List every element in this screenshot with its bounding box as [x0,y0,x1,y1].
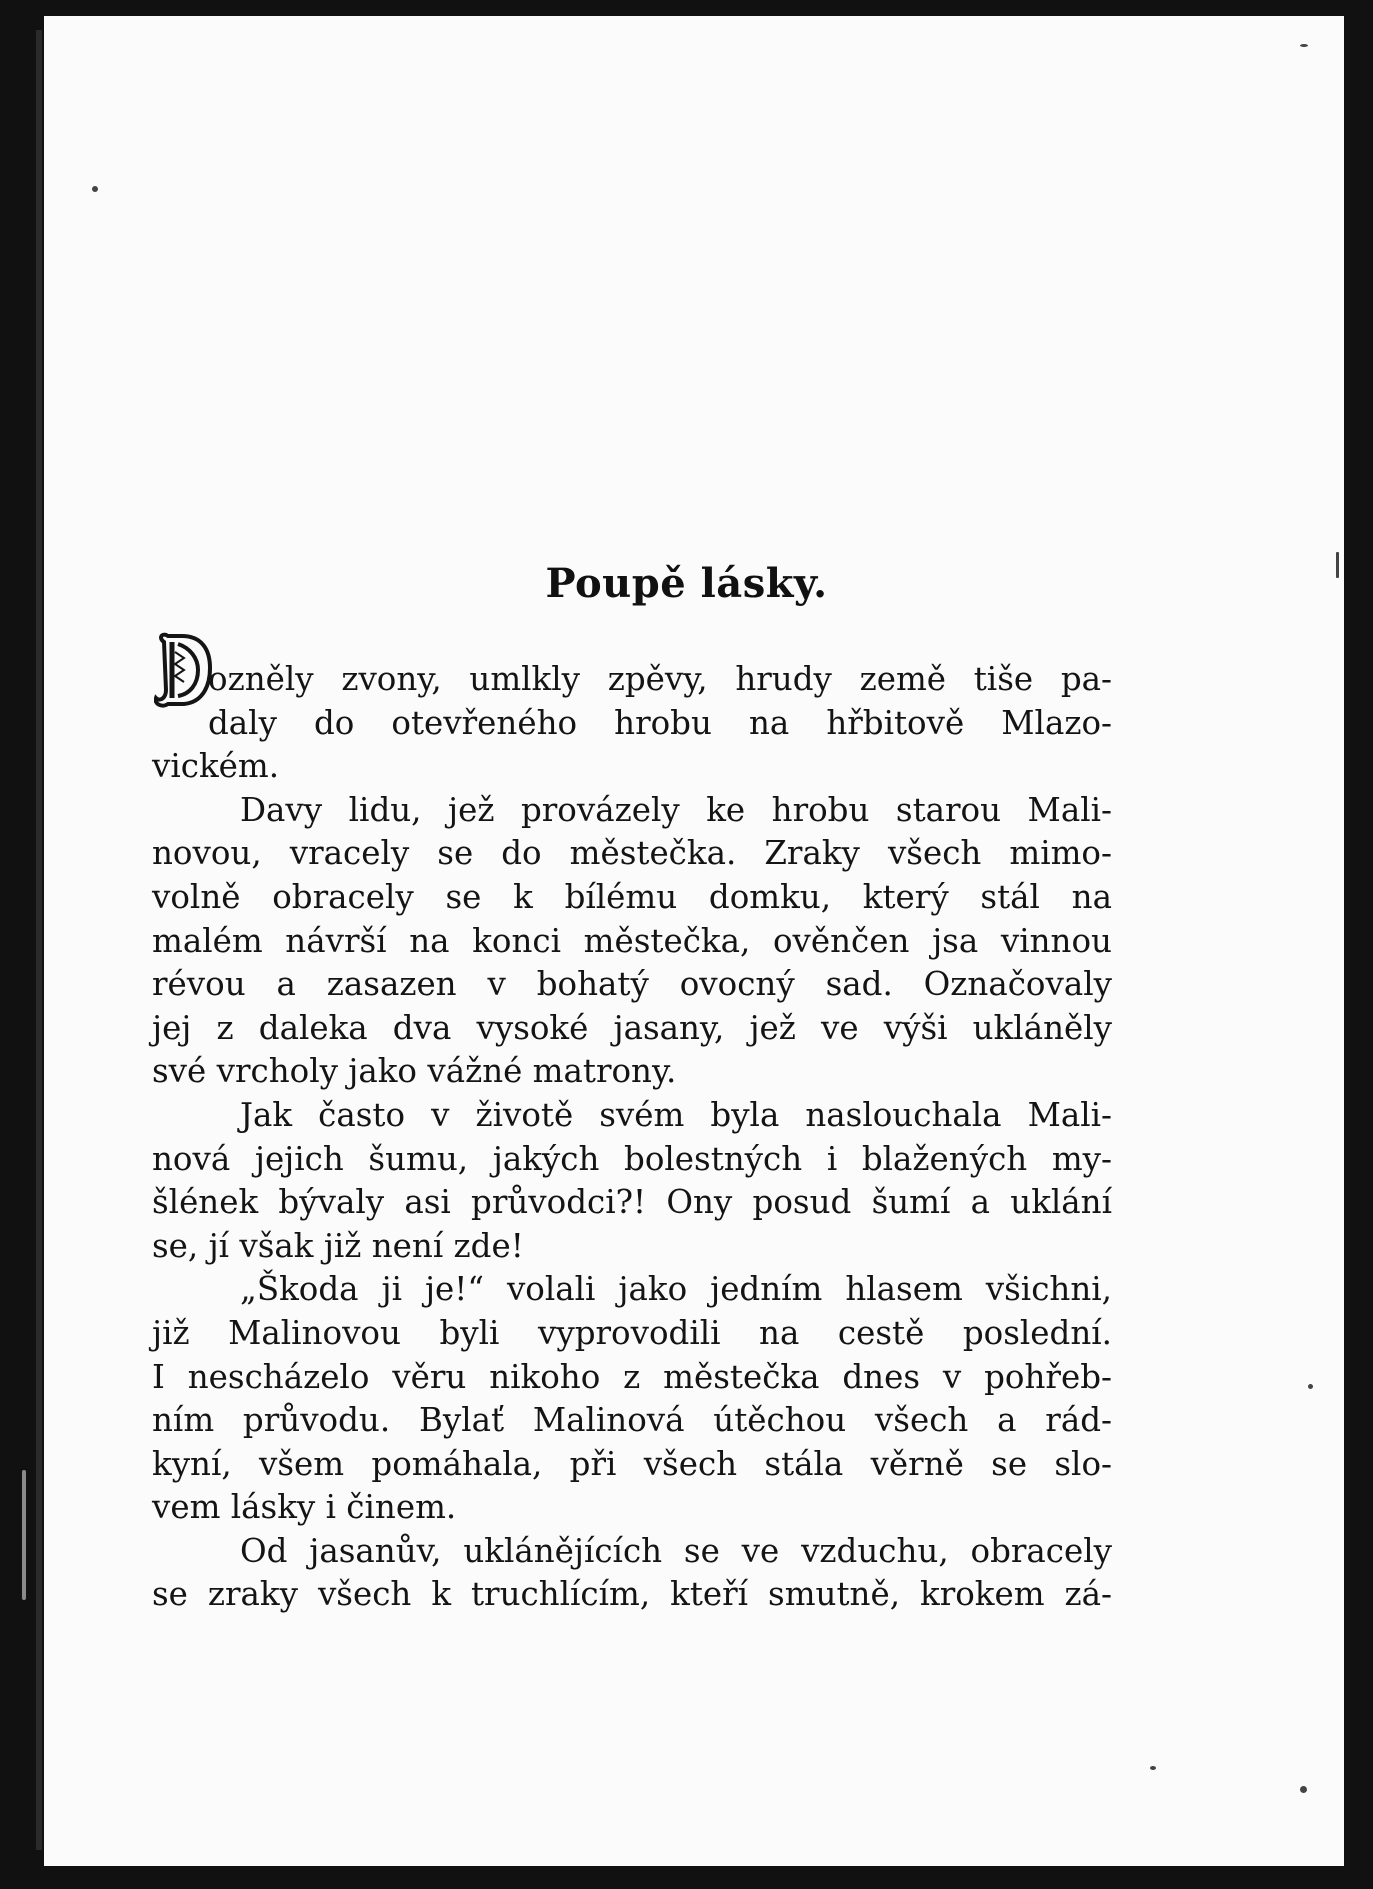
page-binding-edge [36,30,42,1850]
text-line: již Malinovou byli vyprovodili na cestě poslední. [152,1313,1112,1352]
text-line: nová jejich šumu, jakých bolestných i blažených my- [152,1139,1112,1178]
text-line: Od jasanův, uklánějících se ve vzduchu, obracely [240,1531,1112,1570]
scan-speck [22,1470,26,1600]
scan-speck [1300,1786,1307,1793]
text-line: I nescházelo věru nikoho z městečka dnes v pohřeb- [152,1357,1112,1396]
scan-speck [92,186,98,192]
text-line: malém návrší na konci městečka, ověnčen jsa vinnou [152,921,1112,960]
scan-speck [1150,1766,1156,1770]
text-line: šlének bývaly asi průvodci?! Ony posud šumí a uklání [152,1183,1112,1222]
text-line: ním průvodu. Bylať Malinová útěchou všech a rád- [152,1401,1112,1440]
text-line: vem lásky i činem. [152,1488,457,1527]
text-line: vickém. [152,747,280,786]
text-line: daly do otevřeného hrobu na hřbitově Mlazo- [208,703,1112,742]
text-line: Davy lidu, jež provázely ke hrobu starou Mali- [240,790,1112,829]
scan-speck [1308,1384,1313,1389]
text-line: jej z daleka dva vysoké jasany, jež ve výši ukláněly [152,1008,1112,1047]
scan-speck [1300,44,1308,47]
text-line: se, jí však již není zde! [152,1226,524,1265]
text-line: volně obracely se k bílému domku, který stál na [152,877,1112,916]
text-line: révou a zasazen v bohatý ovocný sad. Označovaly [152,965,1112,1004]
text-line: Jak často v životě svém byla naslouchala Mali- [240,1095,1112,1134]
text-line: se zraky všech k truchlícím, kteří smutně, krokem zá- [152,1575,1112,1614]
text-line: ozněly zvony, umlkly zpěvy, hrudy země tiše pa- [208,660,1112,698]
text-line: „Škoda ji je!“ volali jako jedním hlasem všichni, [240,1270,1112,1309]
text-line: kyní, všem pomáhala, při všech stála věrně se slo- [152,1444,1112,1483]
body-text [152,658,1112,1617]
chapter-title: Poupě lásky. [545,560,828,607]
drop-cap-letter: D [154,628,155,629]
text-line: své vrcholy jako vážné matrony. [152,1052,677,1091]
text-line: novou, vracely se do městečka. Zraky všech mimo- [152,834,1112,873]
